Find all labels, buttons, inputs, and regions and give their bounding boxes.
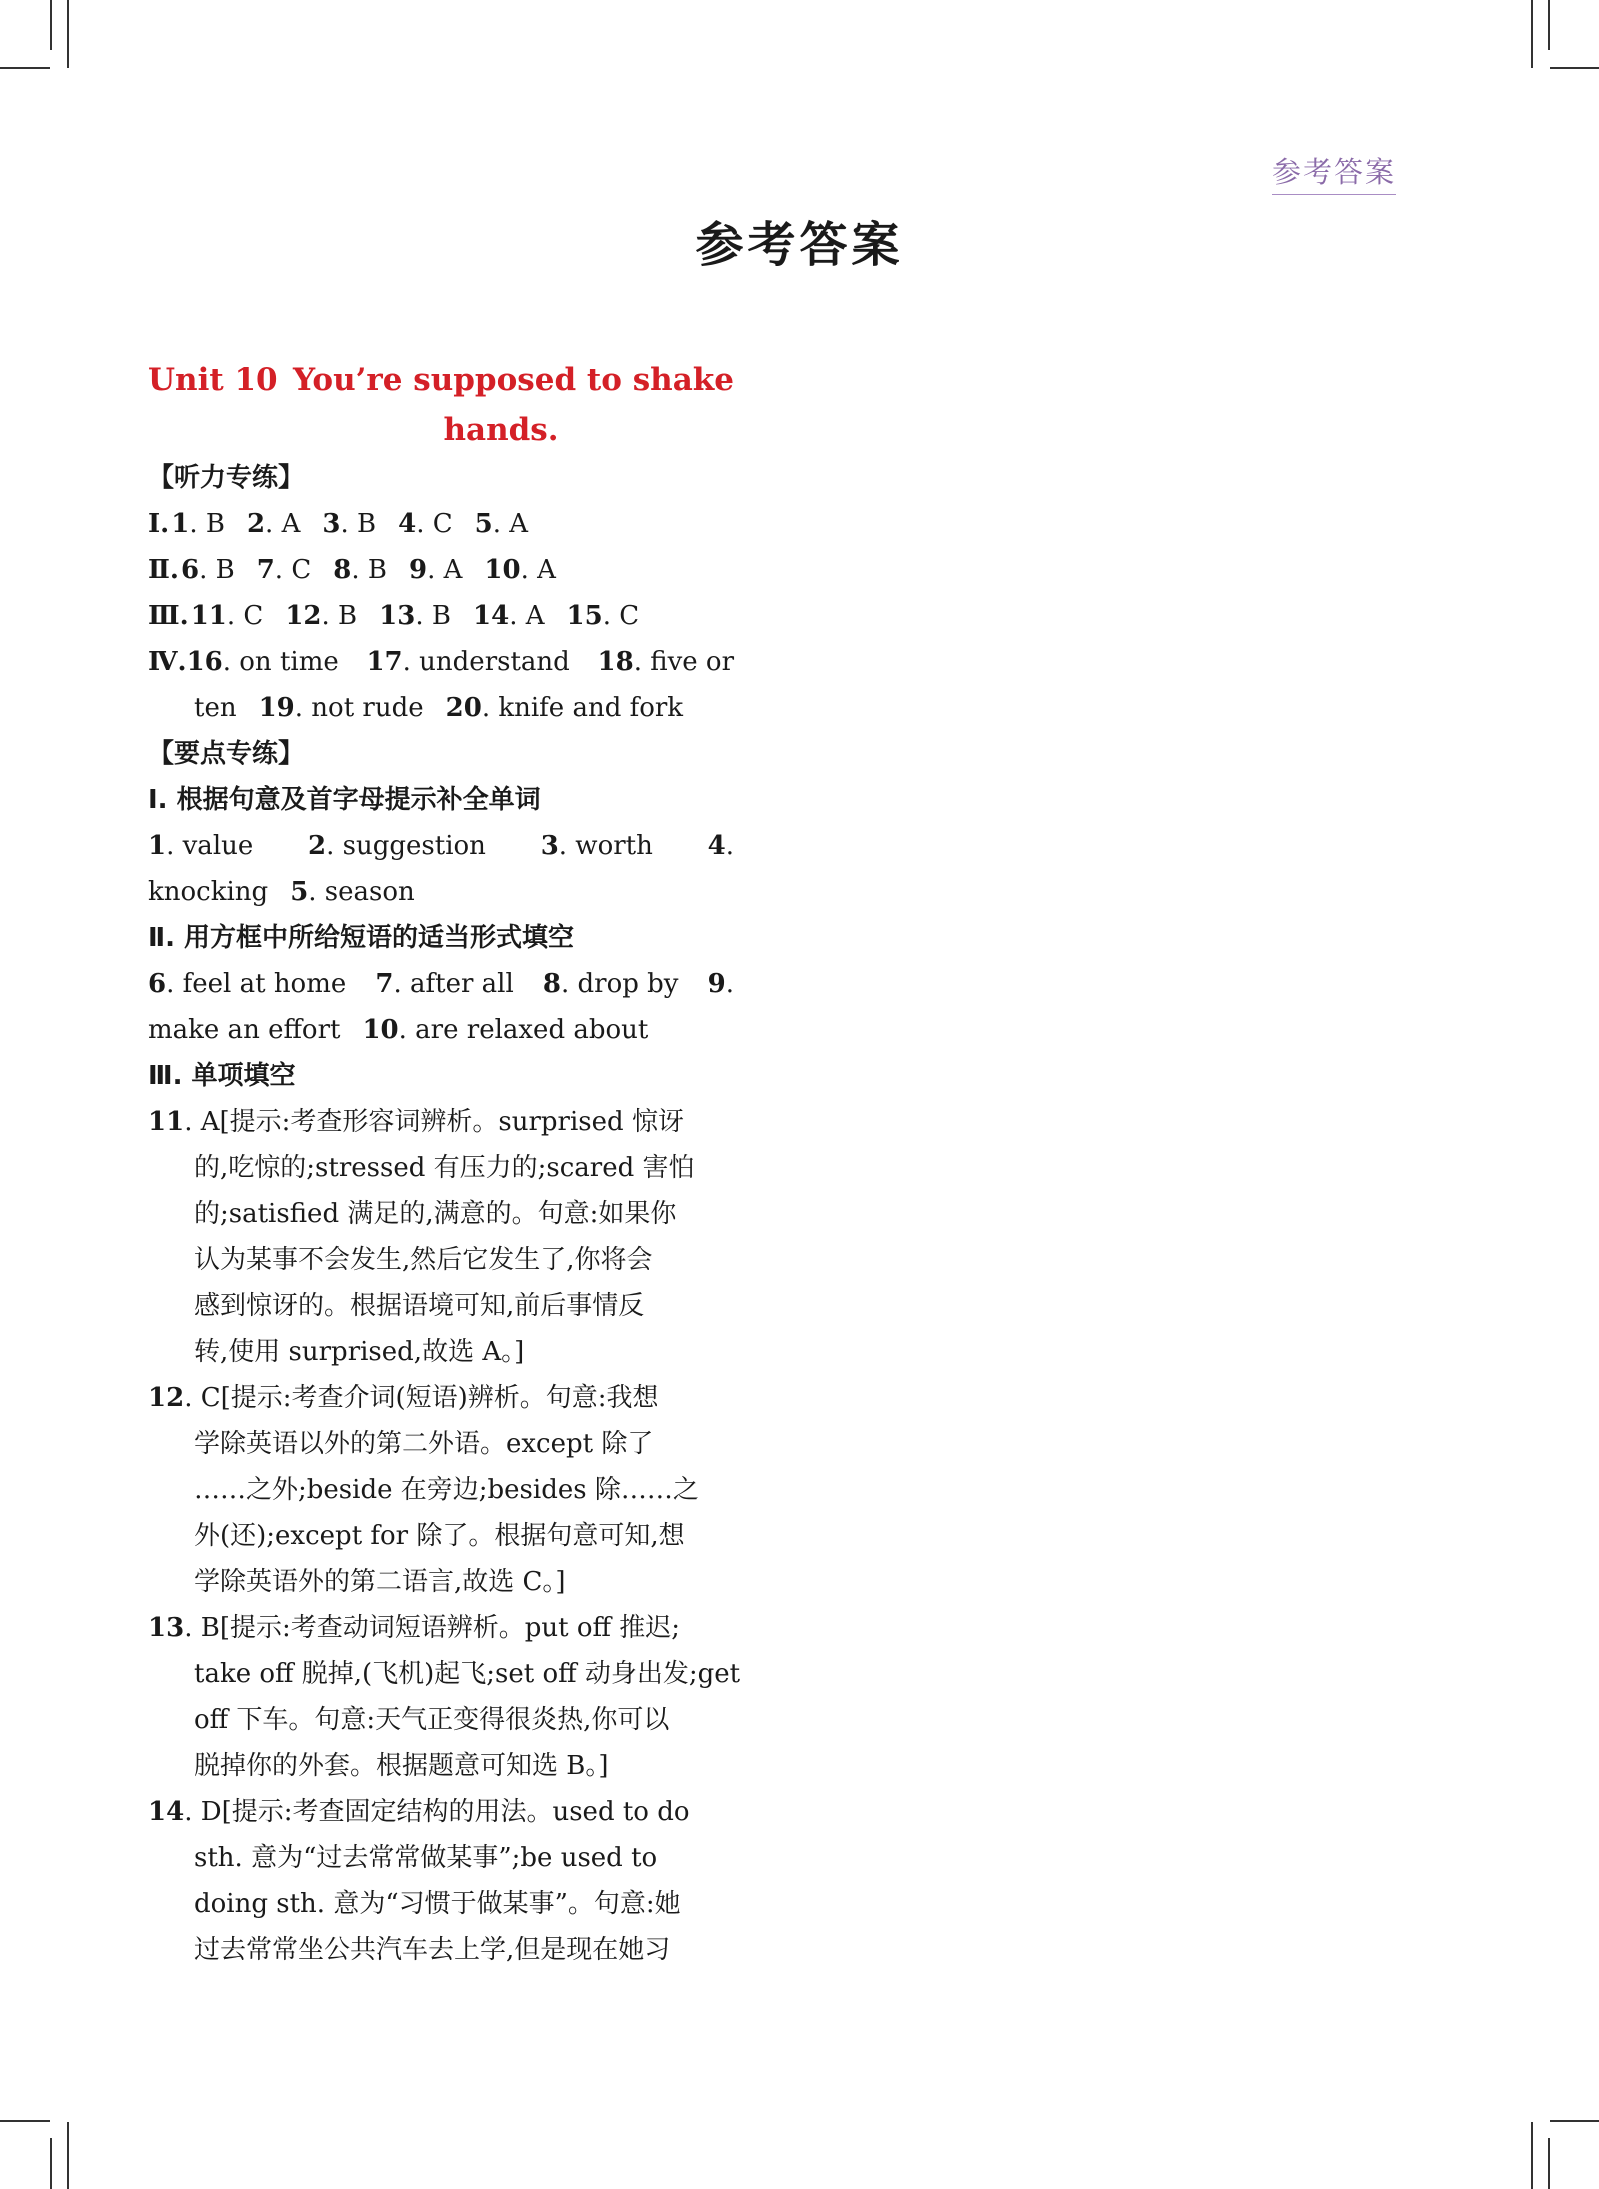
answer-item: knocking [148, 877, 269, 907]
answer-item: 5. A [474, 509, 529, 539]
answer-item: 18. five or [597, 647, 734, 677]
answer-item: 2. suggestion [308, 831, 486, 861]
answer-number: 2 [246, 509, 266, 539]
explained-answer [148, 1099, 734, 1375]
answer-item: 12. B [285, 601, 358, 631]
answer-item: 9. [707, 969, 734, 999]
answer-item: 8. B [333, 555, 387, 585]
answer-text-line: 外(还);except for 除了。根据句意可知,想 [194, 1521, 685, 1551]
answer-number: 7 [256, 555, 275, 585]
crop-mark [1550, 67, 1599, 69]
explained-answer [148, 1789, 734, 1973]
answer-text-line: 学除英语外的第二语言,故选 C。] [194, 1567, 566, 1597]
answer-number: 12 [285, 601, 322, 631]
answer-number: 5 [474, 509, 493, 539]
answer-number: 12 [148, 1383, 185, 1413]
answer-text-line: doing sth. 意为“习惯于做某事”。句意:她 [194, 1889, 681, 1919]
page-title: 参考答案 [695, 217, 904, 273]
crop-mark [50, 0, 52, 50]
explained-answer [148, 1375, 734, 1605]
answer-number: 1 [171, 509, 190, 539]
key-points-heading: 【要点专练】 [148, 739, 305, 769]
answer-row [148, 639, 734, 685]
answer-text-line: sth. 意为“过去常常做某事”;be used to [194, 1843, 658, 1873]
answer-text-line: off 下车。句意:天气正变得很炎热,你可以 [194, 1705, 670, 1735]
section-3-answers [148, 1099, 741, 1973]
answer-text-line: 14. D[提示:考查固定结构的用法。used to do [148, 1797, 690, 1827]
answer-number: 18 [597, 647, 634, 677]
answer-item: 14. A [473, 601, 545, 631]
answer-text-line: 转,使用 surprised,故选 A。] [194, 1337, 525, 1367]
answer-number: 9 [408, 555, 428, 585]
answer-item: 3. worth [540, 831, 653, 861]
section-1-answers [148, 823, 734, 915]
answer-number: 7 [375, 969, 394, 999]
answer-item: 1. B [171, 509, 225, 539]
answer-text-line: 的,吃惊的;stressed 有压力的;scared 害怕 [194, 1153, 695, 1183]
answer-item: 3. B [322, 509, 377, 539]
answer-number: 20 [445, 693, 482, 723]
answer-number: 4 [398, 509, 417, 539]
crop-mark [1531, 2122, 1533, 2189]
answer-number: 3 [540, 831, 559, 861]
explained-answer [148, 1605, 741, 1789]
answer-number: 6 [180, 555, 200, 585]
answer-number: 13 [148, 1613, 185, 1643]
answer-text-line: 12. C[提示:考查介词(短语)辨析。句意:我想 [148, 1383, 659, 1413]
answer-number: 8 [542, 969, 561, 999]
crop-mark [67, 2122, 69, 2189]
answer-text-line: 的;satisfied 满足的,满意的。句意:如果你 [194, 1199, 677, 1229]
roman-numeral: Ⅲ. [148, 601, 189, 631]
running-head: 参考答案 [1272, 150, 1396, 195]
answer-item: 20. knife and fork [445, 693, 684, 723]
answer-item: 4. [707, 831, 734, 861]
answer-item: 6. feel at home [148, 969, 347, 999]
answer-text-line: 学除英语以外的第二外语。except 除了 [194, 1429, 654, 1459]
answer-number: 17 [366, 647, 403, 677]
crop-mark [1548, 0, 1550, 50]
answer-number: 6 [148, 969, 167, 999]
answer-item: 13. B [379, 601, 451, 631]
answer-item: 11. C [190, 601, 264, 631]
answer-text-line: take off 脱掉,(飞机)起飞;set off 动身出发;get [194, 1659, 741, 1689]
crop-mark [1531, 0, 1533, 68]
answer-row [148, 1007, 734, 1053]
unit-title-line2: hands. [443, 412, 559, 448]
answer-number: 14 [148, 1797, 185, 1827]
answer-item: ten [194, 693, 237, 723]
answer-number: 10 [362, 1015, 399, 1045]
crop-mark [0, 67, 50, 69]
roman-numeral: Ⅳ. [148, 647, 187, 677]
crop-mark [1548, 2138, 1550, 2189]
answer-item: 2. A [246, 509, 301, 539]
section-1-title: Ⅰ. 根据句意及首字母提示补全单词 [148, 785, 541, 815]
unit-number: Unit 10 [148, 362, 278, 398]
answer-item: 1. value [148, 831, 254, 861]
answer-column [148, 355, 741, 1973]
answer-item: make an effort [148, 1015, 341, 1045]
answer-row [148, 823, 734, 869]
answer-item: 9. A [408, 555, 463, 585]
answer-row [148, 501, 734, 547]
answer-text-line: 过去常常坐公共汽车去上学,但是现在她习 [194, 1935, 671, 1965]
unit-title-text: You’re supposed to shake [292, 362, 734, 398]
answer-item: 7. C [256, 555, 312, 585]
listening-answers [148, 501, 734, 731]
answer-number: 10 [484, 555, 521, 585]
crop-mark [50, 2138, 52, 2189]
answer-text-line: ……之外;beside 在旁边;besides 除……之 [194, 1475, 699, 1505]
answer-row [148, 961, 734, 1007]
answer-item: 7. after all [375, 969, 514, 999]
answer-number: 11 [190, 601, 227, 631]
answer-item: 16. on time [186, 647, 339, 677]
crop-mark [67, 0, 69, 68]
section-2-answers [148, 961, 734, 1053]
answer-row [148, 547, 734, 593]
answer-number: 9 [707, 969, 726, 999]
answer-item: 10. are relaxed about [362, 1015, 649, 1045]
answer-number: 14 [473, 601, 510, 631]
answer-number: 11 [148, 1107, 185, 1137]
answer-row [148, 685, 734, 731]
answer-text-line: 感到惊讶的。根据语境可知,前后事情反 [194, 1291, 645, 1321]
answer-item: 8. drop by [542, 969, 679, 999]
answer-item: 19. not rude [258, 693, 424, 723]
answer-item: 5. season [290, 877, 415, 907]
roman-numeral: Ⅰ. [148, 509, 170, 539]
crop-mark [1550, 2120, 1599, 2122]
answer-number: 3 [322, 509, 341, 539]
answer-item: 4. C [398, 509, 453, 539]
answer-text-line: 脱掉你的外套。根据题意可知选 B。] [194, 1751, 609, 1781]
answer-item: 17. understand [366, 647, 570, 677]
answer-text-line: 认为某事不会发生,然后它发生了,你将会 [194, 1245, 653, 1275]
answer-text-line: 11. A[提示:考查形容词辨析。surprised 惊讶 [148, 1107, 684, 1137]
section-3-title: Ⅲ. 单项填空 [148, 1061, 296, 1091]
roman-numeral: Ⅱ. [148, 555, 179, 585]
answer-number: 4 [707, 831, 726, 861]
answer-item: 15. C [566, 601, 640, 631]
answer-number: 16 [186, 647, 223, 677]
section-2-title: Ⅱ. 用方框中所给短语的适当形式填空 [148, 923, 575, 953]
answer-number: 2 [308, 831, 327, 861]
answer-number: 5 [290, 877, 309, 907]
answer-item: 10. A [484, 555, 556, 585]
listening-heading: 【听力专练】 [148, 463, 305, 493]
answer-row [148, 869, 734, 915]
answer-number: 8 [333, 555, 352, 585]
crop-mark [0, 2120, 50, 2122]
answer-text-line: 13. B[提示:考查动词短语辨析。put off 推迟; [148, 1613, 680, 1643]
unit-title [148, 355, 734, 455]
answer-row [148, 593, 734, 639]
answer-item: 6. B [180, 555, 235, 585]
answer-number: 19 [258, 693, 295, 723]
answer-number: 13 [379, 601, 416, 631]
answer-number: 1 [148, 831, 167, 861]
answer-number: 15 [566, 601, 603, 631]
